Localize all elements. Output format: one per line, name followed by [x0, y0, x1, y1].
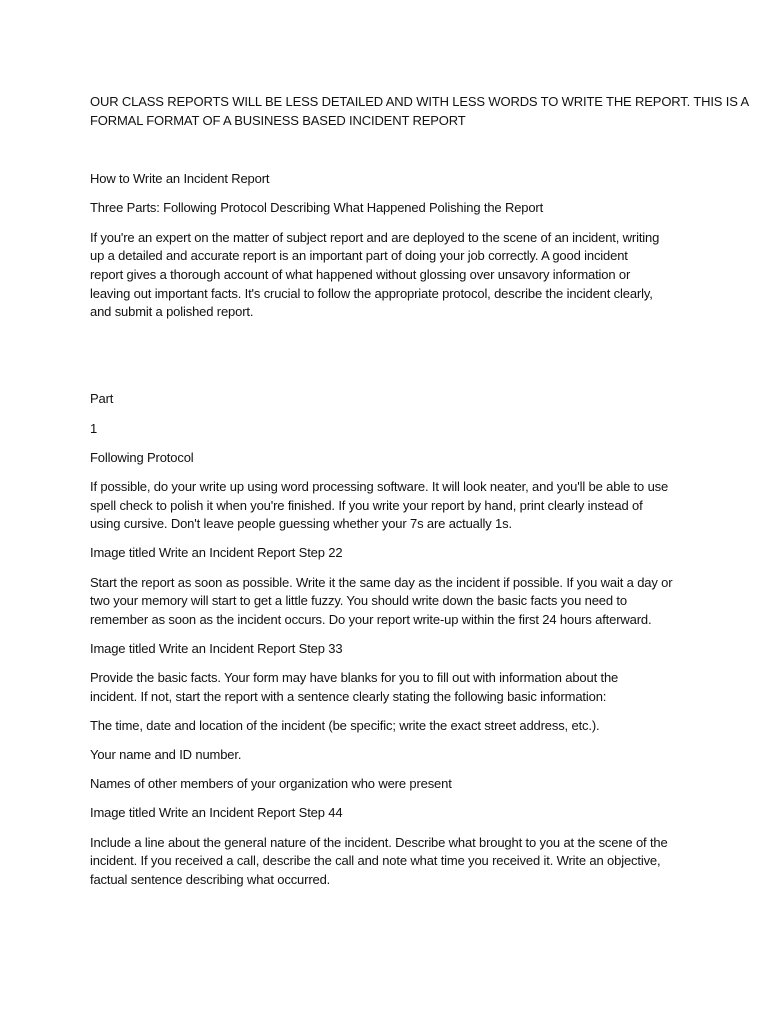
start-paragraph-line-2: two your memory will start to get a little fuzzy. You should write down the basic facts you need to — [90, 593, 627, 608]
how-to-heading: How to Write an Incident Report — [90, 171, 270, 186]
fact-other-members: Names of other members of your organization who were present — [90, 776, 452, 791]
three-parts-line: Three Parts: Following Protocol Describing What Happened Polishing the Report — [90, 200, 544, 215]
nature-paragraph-line-1: Include a line about the general nature of the incident. Describe what brought to you at the scene of the — [90, 835, 668, 850]
intro-title-line-1: OUR CLASS REPORTS WILL BE LESS DETAILED AND WITH LESS WORDS TO WRITE THE REPORT. THIS IS A — [90, 94, 750, 109]
basic-facts-paragraph-line-2: incident. If not, start the report with a sentence clearly stating the following basic information: — [90, 689, 607, 704]
fact-time-location: The time, date and location of the incident (be specific; write the exact street address, etc.). — [90, 718, 600, 733]
protocol-paragraph-line-1: If possible, do your write up using word processing software. It will look neater, and you'll be able to use — [90, 479, 669, 494]
intro-title-line-2: FORMAL FORMAT OF A BUSINESS BASED INCIDENT REPORT — [90, 113, 466, 128]
nature-paragraph-line-3: factual sentence describing what occurred. — [90, 872, 331, 887]
start-paragraph-line-1: Start the report as soon as possible. Write it the same day as the incident if possible. If you wait a day or — [90, 575, 673, 590]
image-caption-step-22: Image titled Write an Incident Report Step 22 — [90, 545, 343, 560]
protocol-paragraph-line-3: using cursive. Don't leave people guessing whether your 7s are actually 1s. — [90, 516, 512, 531]
fact-name-id: Your name and ID number. — [90, 747, 242, 762]
image-caption-step-33: Image titled Write an Incident Report Step 33 — [90, 641, 343, 656]
intro-paragraph-line-5: and submit a polished report. — [90, 304, 254, 319]
section-heading: Following Protocol — [90, 450, 194, 465]
intro-paragraph-line-3: report gives a thorough account of what happened without glossing over unsavory information or — [90, 267, 631, 282]
protocol-paragraph-line-2: spell check to polish it when you're finished. If you write your report by hand, print clearly instead of — [90, 498, 643, 513]
intro-paragraph-line-2: up a detailed and accurate report is an important part of doing your job correctly. A good incident — [90, 248, 628, 263]
nature-paragraph-line-2: incident. If you received a call, describe the call and note what time you received it. Write an objective, — [90, 853, 661, 868]
image-caption-step-44: Image titled Write an Incident Report Step 44 — [90, 805, 343, 820]
basic-facts-paragraph-line-1: Provide the basic facts. Your form may have blanks for you to fill out with information about the — [90, 670, 619, 685]
intro-paragraph-line-1: If you're an expert on the matter of subject report and are deployed to the scene of an incident, writing — [90, 230, 660, 245]
intro-paragraph-line-4: leaving out important facts. It's crucial to follow the appropriate protocol, describe the incident clearly, — [90, 286, 653, 301]
part-label: Part — [90, 391, 114, 406]
start-paragraph-line-3: remember as soon as the incident occurs. Do your report write-up within the first 24 hours afterward. — [90, 612, 652, 627]
part-number: 1 — [90, 421, 98, 436]
